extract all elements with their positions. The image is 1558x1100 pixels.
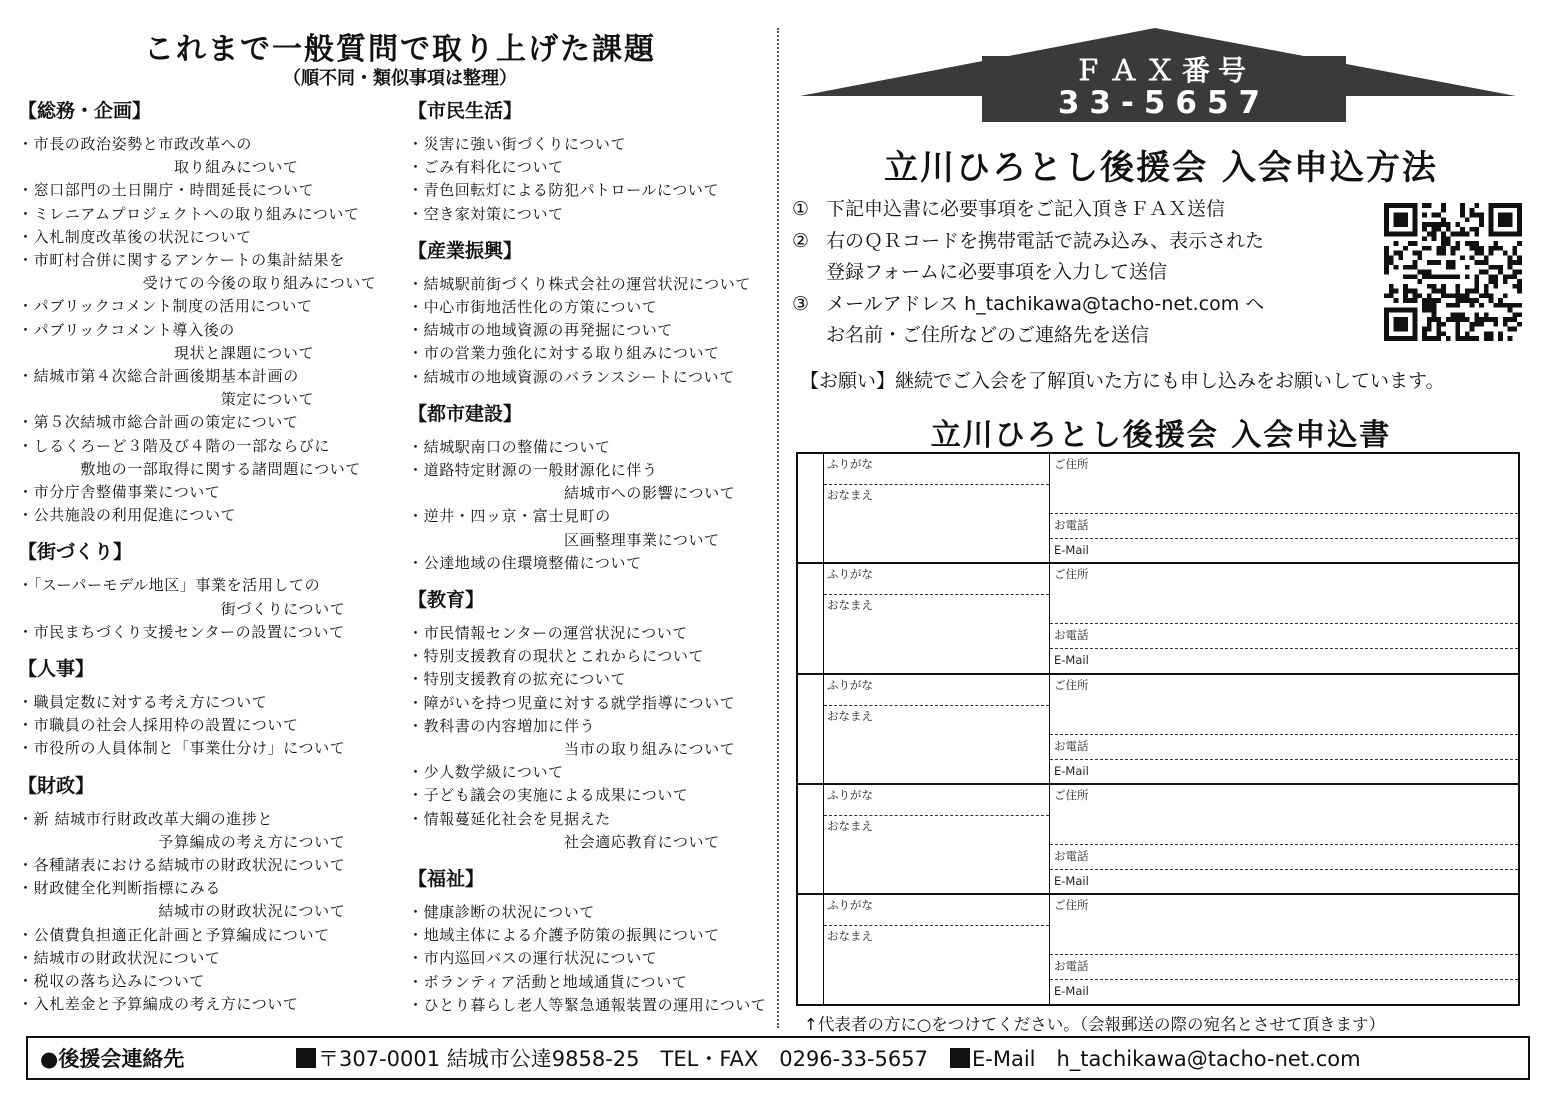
step-text: 右のＱＲコードを携帯電話で読み込み、表示された 登録フォームに必要事項を入力して送信	[826, 229, 1265, 283]
step-3	[792, 289, 1372, 352]
square-bullet-icon	[950, 1048, 970, 1068]
qr-code-icon[interactable]	[1384, 203, 1522, 341]
topic-item: ・障がいを持つ児童に対する就学指導について	[408, 693, 736, 712]
furigana-label: ふりがな	[827, 677, 873, 692]
topic-item: 結城市への影響について	[408, 484, 736, 503]
address-label: ご住所	[1054, 457, 1089, 471]
furigana-label: ふりがな	[827, 567, 873, 582]
topic-item: 社会適応教育について	[408, 832, 720, 851]
furigana-label: ふりがな	[827, 898, 873, 913]
topic-item: ・入札制度改革後の状況について	[18, 227, 252, 246]
dashed-divider	[1050, 954, 1518, 955]
topic-item: ・市分庁舎整備事業について	[18, 483, 221, 502]
topic-item: ・第５次結城市総合計画の策定について	[18, 413, 299, 432]
topic-category	[408, 866, 780, 1017]
topics-column-right	[408, 98, 780, 1029]
name-label: おなまえ	[827, 598, 873, 613]
topic-item: ・結城市第４次総合計画後期基本計画の	[18, 367, 299, 386]
category-title: 【福祉】	[408, 868, 485, 891]
topic-item: 策定について	[18, 390, 315, 409]
fax-number: 33-5657	[1057, 85, 1271, 121]
topics-column-left	[18, 98, 390, 1029]
step-text: メールアドレス h_tachikawa@tacho-net.com へ お名前・ご住所などのご連絡先を送信	[826, 292, 1265, 346]
column-divider	[777, 28, 779, 1028]
topic-item: ・市内巡回バスの運行状況について	[408, 949, 658, 968]
topic-item: ・結城駅南口の整備について	[408, 437, 611, 456]
topic-item: ・ひとり暮らし老人等緊急通報装置の運用について	[408, 995, 767, 1014]
dashed-divider	[1050, 648, 1518, 649]
name-field[interactable]	[824, 895, 1050, 1005]
email-label: E-Mail	[1054, 763, 1089, 778]
topic-item: 結城市の財政状況について	[18, 902, 346, 921]
phone-label: お電話	[1054, 628, 1089, 643]
topic-item: ・市役所の人員体制と「事業仕分け」について	[18, 739, 346, 758]
topic-item: ・職員定数に対する考え方について	[18, 693, 268, 712]
dashed-divider	[824, 594, 1049, 595]
topic-category	[18, 98, 390, 527]
topic-category	[408, 98, 780, 226]
topic-item: ・災害に強い街づくりについて	[408, 135, 627, 153]
request-note: 【お願い】継続でご入会を了解頂いた方にも申し込みをお願いしています。	[800, 370, 1445, 392]
furigana-label: ふりがな	[827, 457, 873, 471]
application-form-table	[796, 452, 1520, 1006]
dashed-divider	[1050, 759, 1518, 760]
contact-address: 〒307-0001 結城市公達9858-25 TEL・FAX 0296-33-5657	[318, 1047, 928, 1071]
fax-label: ＦＡＸ番号	[1073, 54, 1254, 87]
form-entry	[798, 564, 1518, 674]
topic-item: ・結城市の地域資源の再発掘について	[408, 321, 673, 340]
square-bullet-icon	[296, 1048, 316, 1068]
category-title: 【市民生活】	[408, 100, 523, 122]
topic-item: ・教科書の内容増加に伴う	[408, 716, 596, 735]
topic-category	[18, 773, 390, 1017]
address-label: ご住所	[1054, 898, 1089, 913]
representative-footnote: ↑代表者の方に○をつけてください。（会報郵送の際の宛名とさせて頂きます）	[804, 1015, 1385, 1034]
address-field[interactable]	[1050, 454, 1518, 562]
dashed-divider	[824, 815, 1049, 816]
topic-item: ・市町村合併に関するアンケートの集計結果を	[18, 251, 345, 270]
email-label: E-Mail	[1054, 543, 1089, 557]
step-1	[792, 194, 1372, 226]
step-text: 下記申込書に必要事項をご記入頂きＦＡＸ送信	[826, 198, 1226, 220]
address-label: ご住所	[1054, 787, 1089, 802]
dashed-divider	[1050, 844, 1518, 845]
email-label: E-Mail	[1054, 984, 1089, 999]
topics-subtitle: （順不同・類似事項は整理）	[283, 68, 517, 89]
category-title: 【教育】	[408, 589, 485, 612]
topic-category	[18, 656, 390, 761]
address-field[interactable]	[1050, 785, 1518, 893]
phone-label: お電話	[1054, 848, 1089, 863]
topic-item: 区画整理事業について	[408, 530, 720, 549]
name-field[interactable]	[824, 785, 1050, 893]
topic-item: ・市民まちづくり支援センターの設置について	[18, 622, 345, 641]
topic-item: 予算編成の考え方について	[18, 832, 346, 851]
name-label: おなまえ	[827, 708, 873, 723]
topic-item: ・空き家対策について	[408, 204, 564, 223]
topic-category	[408, 238, 780, 389]
name-label: おなまえ	[827, 488, 873, 502]
dashed-divider	[1050, 734, 1518, 735]
topic-item: ・入札差金と予算編成の考え方について	[18, 995, 299, 1014]
form-entry	[798, 785, 1518, 895]
dashed-divider	[824, 705, 1049, 706]
dashed-divider	[1050, 869, 1518, 870]
contact-title: ●後援会連絡先	[40, 1047, 185, 1071]
address-label: ご住所	[1054, 567, 1089, 582]
topic-item: ・結城駅前街づくり株式会社の運営状況について	[408, 274, 751, 293]
category-title: 【人事】	[18, 658, 95, 681]
step-2	[792, 226, 1372, 289]
topic-item: ・市民情報センターの運営状況について	[408, 624, 688, 643]
address-field[interactable]	[1050, 564, 1518, 672]
application-steps	[792, 194, 1372, 352]
topic-item: ・中心市街地活性化の方策について	[408, 298, 658, 317]
name-label: おなまえ	[827, 818, 873, 833]
topic-category	[408, 587, 780, 854]
topic-item: ・市長の政治姿勢と市政改革への	[18, 135, 253, 153]
topic-item: ・ごみ有料化について	[408, 158, 564, 177]
name-field[interactable]	[824, 564, 1050, 672]
topic-item: ・各種諸表における結城市の財政状況について	[18, 856, 346, 875]
phone-label: お電話	[1054, 959, 1089, 974]
category-title: 【財政】	[18, 774, 95, 797]
dashed-divider	[1050, 538, 1518, 539]
name-field[interactable]	[824, 675, 1050, 783]
category-title: 【総務・企画】	[18, 100, 152, 122]
dashed-divider	[824, 484, 1049, 485]
representative-check-cell[interactable]	[798, 785, 824, 893]
representative-check-cell[interactable]	[798, 895, 824, 1005]
topic-item: ・市職員の社会人採用枠の設置について	[18, 716, 299, 735]
phone-label: お電話	[1054, 738, 1089, 753]
topic-item: ・しるくろーど３階及び４階の一部ならびに	[18, 436, 331, 455]
step-number: ③	[792, 292, 810, 315]
topic-item: 当市の取り組みについて	[408, 740, 736, 759]
topic-item: ・パブリックコメント制度の活用について	[18, 297, 313, 316]
dashed-divider	[824, 925, 1049, 926]
phone-label: お電話	[1054, 518, 1089, 532]
topic-item: 取り組みについて	[18, 158, 299, 177]
step-number: ①	[792, 198, 810, 220]
form-entry	[798, 675, 1518, 785]
topic-item: ・公達地域の住環境整備について	[408, 553, 642, 572]
contact-footer	[26, 1036, 1530, 1080]
topic-item: ・パブリックコメント導入後の	[18, 320, 235, 339]
topic-item: ・結城市の財政状況について	[18, 948, 221, 967]
topic-item: ・ボランティア活動と地域通貨について	[408, 972, 688, 991]
topic-item: ・公共施設の利用促進について	[18, 506, 237, 525]
topic-item: ・道路特定財源の一般財源化に伴う	[408, 461, 658, 480]
topic-item: ・ミレニアムプロジェクトへの取り組みについて	[18, 204, 360, 223]
topic-item: ・公債費負担適正化計画と予算編成について	[18, 925, 330, 944]
dashed-divider	[1050, 513, 1518, 514]
topics-title: これまで一般質問で取り上げた課題	[144, 32, 656, 67]
topic-item: ・逆井・四ッ京・富士見町の	[408, 507, 611, 526]
topic-item: 街づくりについて	[18, 599, 346, 618]
address-field[interactable]	[1050, 675, 1518, 783]
email-label: E-Mail	[1054, 653, 1089, 668]
address-field[interactable]	[1050, 895, 1518, 1005]
category-title: 【街づくり】	[18, 541, 133, 564]
topic-item: ・特別支援教育の拡充について	[408, 670, 627, 689]
category-title: 【産業振興】	[408, 239, 523, 262]
topic-item: ・地域主体による介護予防策の振興について	[408, 926, 720, 945]
topic-item: ・少人数学級について	[408, 763, 564, 782]
topic-item: ・情報蔓延化社会を見据えた	[408, 809, 611, 828]
dashed-divider	[1050, 623, 1518, 624]
step-number: ②	[792, 229, 810, 252]
email-label: E-Mail	[1054, 873, 1089, 888]
form-entry	[798, 895, 1518, 1005]
topic-item: ・結城市の地域資源のバランスシートについて	[408, 367, 735, 386]
topic-item: ・青色回転灯による防犯パトロールについて	[408, 181, 720, 200]
topic-category	[408, 401, 780, 575]
fax-number-box	[982, 56, 1346, 122]
topic-item: 敷地の一部取得に関する諸問題について	[18, 459, 361, 478]
representative-check-cell[interactable]	[798, 564, 824, 672]
topic-item: ・財政健全化判断指標にみる	[18, 879, 221, 898]
topic-item: ・窓口部門の土日開庁・時間延長について	[18, 181, 315, 200]
form-entry	[798, 454, 1518, 564]
topic-item: 受けての今後の取り組みについて	[18, 274, 377, 293]
topic-category	[18, 539, 390, 644]
topic-item: ・特別支援教育の現状とこれからについて	[408, 647, 705, 666]
topic-item: ・税収の落ち込みについて	[18, 972, 205, 991]
application-form-title: 立川ひろとし後援会 入会申込書	[930, 418, 1392, 453]
address-label: ご住所	[1054, 677, 1089, 692]
dashed-divider	[1050, 979, 1518, 980]
name-field[interactable]	[824, 454, 1050, 562]
name-label: おなまえ	[827, 929, 873, 944]
topic-item: ・子ども議会の実施による成果について	[408, 786, 689, 805]
topic-item: ・新 結城市行財政改革大綱の進捗と	[18, 809, 273, 828]
category-title: 【都市建設】	[408, 402, 523, 425]
topic-item: ・「スーパーモデル地区」事業を活用しての	[18, 576, 321, 595]
representative-check-cell[interactable]	[798, 454, 824, 562]
topic-item: ・健康診断の状況について	[408, 903, 595, 922]
contact-email: E-Mail h_tachikawa@tacho-net.com	[971, 1047, 1361, 1071]
furigana-label: ふりがな	[827, 787, 873, 802]
topic-item: 現状と課題について	[18, 343, 315, 362]
application-method-title: 立川ひろとし後援会 入会申込方法	[884, 148, 1438, 188]
topic-item: ・市の営業力強化に対する取り組みについて	[408, 344, 720, 363]
representative-check-cell[interactable]	[798, 675, 824, 783]
